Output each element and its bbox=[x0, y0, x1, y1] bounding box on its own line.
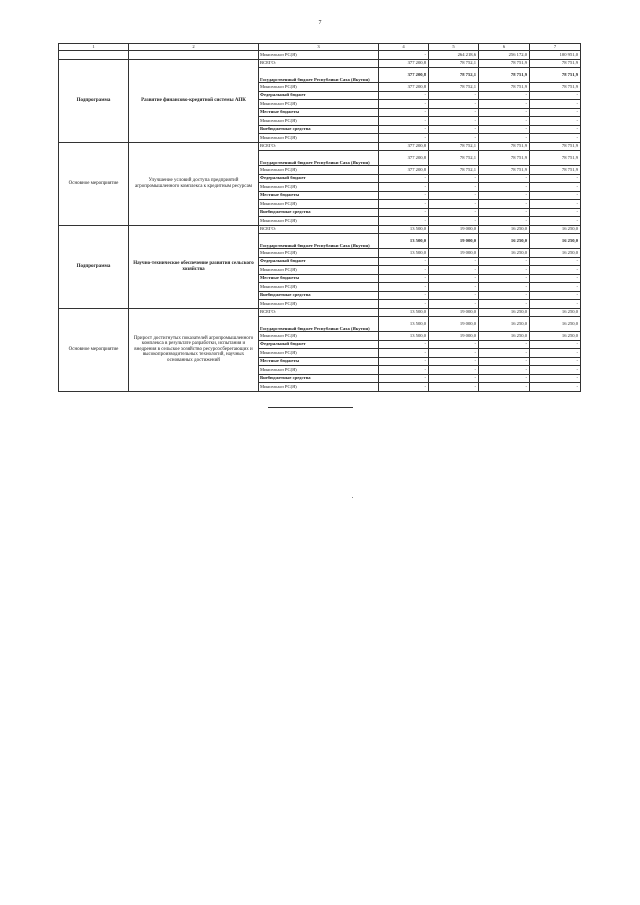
funding-source-label: Местные бюджеты bbox=[259, 191, 379, 200]
value-cell: - bbox=[530, 300, 581, 309]
value-cell: - bbox=[530, 374, 581, 383]
value-cell: 13 500,0 bbox=[379, 317, 429, 332]
funding-source-label: Государственный бюджет Республики Саха (Якутия) bbox=[259, 151, 379, 166]
value-cell: - bbox=[379, 174, 429, 183]
value-cell: - bbox=[479, 108, 530, 117]
value-cell: 16 250,0 bbox=[530, 308, 581, 317]
value-cell: - bbox=[530, 266, 581, 275]
value-cell: 13 500,0 bbox=[379, 249, 429, 258]
value-cell: 377 200,8 bbox=[379, 59, 429, 68]
value-cell: 19 000,0 bbox=[429, 308, 479, 317]
funding-source-label: ВСЕГО: bbox=[259, 308, 379, 317]
value-cell: - bbox=[429, 208, 479, 217]
value-cell: - bbox=[530, 125, 581, 134]
value-cell: - bbox=[479, 100, 530, 109]
funding-source-label: Государственный бюджет Республики Саха (Якутия) bbox=[259, 68, 379, 83]
funding-source-label: Внебюджетные средства bbox=[259, 291, 379, 300]
value-cell: 264 218,6 bbox=[429, 51, 479, 60]
value-cell: 78 751,9 bbox=[530, 142, 581, 151]
value-cell: 16 250,0 bbox=[530, 317, 581, 332]
value-cell: 19 000,0 bbox=[429, 225, 479, 234]
value-cell: - bbox=[530, 134, 581, 143]
program-name-cell: Прирост достигнутых показателей агропромышленного комплекса в результате разработки, испытания и внедрения в сельское хозяйство ресурсосберегающих и высокопроизводительных технологий, научных основанных достижений bbox=[129, 308, 259, 391]
value-cell: - bbox=[479, 340, 530, 349]
value-cell: - bbox=[379, 274, 429, 283]
value-cell: - bbox=[479, 117, 530, 126]
value-cell: 377 200,8 bbox=[379, 68, 429, 83]
value-cell: - bbox=[479, 291, 530, 300]
value-cell: - bbox=[530, 366, 581, 375]
column-number: 5 bbox=[429, 44, 479, 51]
funding-source-label: Федеральный бюджет bbox=[259, 174, 379, 183]
value-cell: - bbox=[379, 340, 429, 349]
value-cell: - bbox=[530, 383, 581, 392]
value-cell: 16 250,0 bbox=[479, 332, 530, 341]
value-cell: - bbox=[379, 91, 429, 100]
continuation-row bbox=[59, 51, 581, 60]
value-cell: 78 751,9 bbox=[479, 166, 530, 175]
value-cell: - bbox=[429, 217, 479, 226]
program-type-cell: Основное мероприятие bbox=[59, 308, 129, 391]
value-cell: - bbox=[379, 100, 429, 109]
value-cell: - bbox=[479, 183, 530, 192]
value-cell: - bbox=[429, 374, 479, 383]
empty-cell bbox=[59, 51, 129, 60]
value-cell: 19 000,0 bbox=[429, 249, 479, 258]
value-cell: 78 751,9 bbox=[530, 151, 581, 166]
program-type-cell: Подпрограмма bbox=[59, 59, 129, 142]
value-cell: 13 500,0 bbox=[379, 308, 429, 317]
value-cell: - bbox=[479, 125, 530, 134]
value-cell: 78 752,1 bbox=[429, 83, 479, 92]
value-cell: - bbox=[379, 108, 429, 117]
value-cell: - bbox=[379, 300, 429, 309]
value-cell: - bbox=[479, 266, 530, 275]
value-cell: 78 751,9 bbox=[479, 59, 530, 68]
funding-source-label: Минсельхоз РС(Я) bbox=[259, 283, 379, 292]
value-cell: 16 250,0 bbox=[479, 234, 530, 249]
funding-source-label: ВСЕГО: bbox=[259, 59, 379, 68]
column-number: 3 bbox=[259, 44, 379, 51]
value-cell: - bbox=[429, 357, 479, 366]
value-cell: 78 751,9 bbox=[530, 83, 581, 92]
value-cell: 78 752,1 bbox=[429, 166, 479, 175]
funding-source-label: Федеральный бюджет bbox=[259, 257, 379, 266]
funding-source-label: Минсельхоз РС(Я) bbox=[259, 134, 379, 143]
funding-source-label: Минсельхоз РС(Я) bbox=[259, 366, 379, 375]
value-cell: - bbox=[479, 274, 530, 283]
value-cell: - bbox=[379, 366, 429, 375]
value-cell: - bbox=[429, 100, 479, 109]
value-cell: 13 500,0 bbox=[379, 332, 429, 341]
value-cell: 19 000,0 bbox=[429, 317, 479, 332]
value-cell: - bbox=[429, 200, 479, 209]
value-cell: - bbox=[379, 266, 429, 275]
value-cell: 78 751,9 bbox=[530, 166, 581, 175]
value-cell: 16 250,0 bbox=[530, 234, 581, 249]
value-cell: - bbox=[429, 125, 479, 134]
value-cell: - bbox=[379, 191, 429, 200]
page-number: 7 bbox=[318, 20, 322, 26]
value-cell: 16 250,0 bbox=[530, 249, 581, 258]
value-cell: - bbox=[479, 383, 530, 392]
table-row bbox=[59, 308, 581, 317]
value-cell: - bbox=[429, 257, 479, 266]
value-cell: - bbox=[379, 208, 429, 217]
funding-source-label: Федеральный бюджет bbox=[259, 340, 379, 349]
value-cell: - bbox=[379, 374, 429, 383]
empty-cell bbox=[129, 51, 259, 60]
value-cell: - bbox=[530, 274, 581, 283]
value-cell: - bbox=[379, 283, 429, 292]
value-cell: - bbox=[429, 191, 479, 200]
funding-source-label: Внебюджетные средства bbox=[259, 208, 379, 217]
value-cell: - bbox=[379, 357, 429, 366]
value-cell: 78 752,1 bbox=[429, 68, 479, 83]
column-number: 4 bbox=[379, 44, 429, 51]
value-cell: 377 200,8 bbox=[379, 166, 429, 175]
value-cell: - bbox=[429, 274, 479, 283]
funding-source-label: Минсельхоз РС(Я) bbox=[259, 117, 379, 126]
column-number: 7 bbox=[530, 44, 581, 51]
value-cell: - bbox=[530, 208, 581, 217]
value-cell: - bbox=[530, 117, 581, 126]
value-cell: 78 751,9 bbox=[479, 151, 530, 166]
value-cell: - bbox=[429, 383, 479, 392]
funding-source-label: Местные бюджеты bbox=[259, 274, 379, 283]
value-cell: 78 751,9 bbox=[479, 142, 530, 151]
value-cell: - bbox=[429, 291, 479, 300]
value-cell: - bbox=[530, 257, 581, 266]
table-row bbox=[59, 142, 581, 151]
value-cell: - bbox=[379, 217, 429, 226]
value-cell: 377 200,8 bbox=[379, 151, 429, 166]
program-name-cell: Научно-техническое обеспечение развития сельского хозяйства bbox=[129, 225, 259, 308]
funding-source-label: Минсельхоз РС(Я) bbox=[259, 83, 379, 92]
value-cell: - bbox=[379, 257, 429, 266]
value-cell: 13 500,0 bbox=[379, 234, 429, 249]
value-cell: - bbox=[379, 200, 429, 209]
value-cell: 377 200,8 bbox=[379, 142, 429, 151]
column-number: 2 bbox=[129, 44, 259, 51]
value-cell: 16 250,0 bbox=[530, 225, 581, 234]
value-cell: - bbox=[379, 125, 429, 134]
value-cell: - bbox=[479, 134, 530, 143]
value-cell: - bbox=[479, 366, 530, 375]
value-cell: - bbox=[379, 183, 429, 192]
end-of-table-rule bbox=[268, 407, 353, 408]
funding-source-label: Минсельхоз РС(Я) bbox=[259, 200, 379, 209]
value-cell: - bbox=[429, 300, 479, 309]
value-cell: - bbox=[530, 283, 581, 292]
value-cell: - bbox=[379, 51, 429, 60]
value-cell: - bbox=[530, 200, 581, 209]
value-cell: 78 752,1 bbox=[429, 142, 479, 151]
value-cell: 256 172,0 bbox=[479, 51, 530, 60]
value-cell: 16 250,0 bbox=[479, 225, 530, 234]
program-name-cell: Улучшение условий доступа предприятий агропромышленного комплекса к кредитным ресурсам bbox=[129, 142, 259, 225]
program-type-cell: Подпрограмма bbox=[59, 225, 129, 308]
funding-source-label: Минсельхоз РС(Я) bbox=[259, 383, 379, 392]
value-cell: - bbox=[530, 91, 581, 100]
value-cell: - bbox=[530, 174, 581, 183]
value-cell: - bbox=[429, 91, 479, 100]
value-cell: 16 250,0 bbox=[479, 308, 530, 317]
value-cell: - bbox=[530, 349, 581, 358]
value-cell: - bbox=[379, 134, 429, 143]
value-cell: - bbox=[429, 174, 479, 183]
value-cell: - bbox=[479, 300, 530, 309]
funding-source-label: ВСЕГО: bbox=[259, 225, 379, 234]
value-cell: - bbox=[530, 108, 581, 117]
funding-source-label: Минсельхоз РС(Я) bbox=[259, 300, 379, 309]
value-cell: - bbox=[530, 291, 581, 300]
value-cell: - bbox=[429, 266, 479, 275]
value-cell: 13 500,0 bbox=[379, 225, 429, 234]
funding-source-label: ВСЕГО: bbox=[259, 142, 379, 151]
value-cell: - bbox=[379, 349, 429, 358]
funding-source-label: Государственный бюджет Республики Саха (Якутия) bbox=[259, 317, 379, 332]
funding-source-label: Минсельхоз РС(Я) bbox=[259, 332, 379, 341]
funding-source-label: Государственный бюджет Республики Саха (Якутия) bbox=[259, 234, 379, 249]
funding-source-label: Минсельхоз РС(Я) bbox=[259, 349, 379, 358]
funding-source-label: Минсельхоз РС(Я) bbox=[259, 266, 379, 275]
column-number: 6 bbox=[479, 44, 530, 51]
value-cell: - bbox=[479, 357, 530, 366]
value-cell: 78 751,9 bbox=[530, 59, 581, 68]
table-row bbox=[59, 59, 581, 68]
value-cell: - bbox=[530, 357, 581, 366]
value-cell: 78 751,9 bbox=[479, 68, 530, 83]
table-row bbox=[59, 225, 581, 234]
column-number-row bbox=[59, 44, 581, 51]
value-cell: - bbox=[479, 257, 530, 266]
value-cell: - bbox=[429, 108, 479, 117]
funding-source-label: Минсельхоз РС(Я) bbox=[259, 51, 379, 60]
funding-source-label: Минсельхоз РС(Я) bbox=[259, 249, 379, 258]
value-cell: 78 751,9 bbox=[530, 68, 581, 83]
value-cell: - bbox=[479, 217, 530, 226]
value-cell: - bbox=[479, 91, 530, 100]
value-cell: 16 250,0 bbox=[530, 332, 581, 341]
value-cell: - bbox=[429, 117, 479, 126]
funding-source-label: Минсельхоз РС(Я) bbox=[259, 217, 379, 226]
value-cell: - bbox=[530, 100, 581, 109]
program-name-cell: Развитие финансово-кредитной системы АПК bbox=[129, 59, 259, 142]
funding-source-label: Внебюджетные средства bbox=[259, 374, 379, 383]
funding-source-label: Федеральный бюджет bbox=[259, 91, 379, 100]
value-cell: - bbox=[379, 117, 429, 126]
value-cell: - bbox=[429, 340, 479, 349]
value-cell: 19 000,0 bbox=[429, 332, 479, 341]
value-cell: - bbox=[379, 291, 429, 300]
value-cell: 16 250,0 bbox=[479, 317, 530, 332]
value-cell: 100 951,0 bbox=[530, 51, 581, 60]
value-cell: 377 200,8 bbox=[379, 83, 429, 92]
value-cell: 78 752,1 bbox=[429, 151, 479, 166]
value-cell: - bbox=[479, 174, 530, 183]
funding-source-label: Минсельхоз РС(Я) bbox=[259, 166, 379, 175]
value-cell: - bbox=[479, 283, 530, 292]
value-cell: - bbox=[429, 349, 479, 358]
program-type-cell: Основное мероприятие bbox=[59, 142, 129, 225]
value-cell: - bbox=[429, 183, 479, 192]
funding-source-label: Минсельхоз РС(Я) bbox=[259, 183, 379, 192]
value-cell: - bbox=[479, 191, 530, 200]
value-cell: - bbox=[530, 191, 581, 200]
funding-source-label: Местные бюджеты bbox=[259, 357, 379, 366]
value-cell: 16 250,0 bbox=[479, 249, 530, 258]
value-cell: - bbox=[479, 200, 530, 209]
budget-table bbox=[58, 43, 581, 392]
column-number: 1 bbox=[59, 44, 129, 51]
value-cell: - bbox=[479, 374, 530, 383]
budget-table-body bbox=[59, 44, 581, 392]
value-cell: - bbox=[530, 183, 581, 192]
funding-source-label: Внебюджетные средства bbox=[259, 125, 379, 134]
value-cell: - bbox=[429, 366, 479, 375]
funding-source-label: Минсельхоз РС(Я) bbox=[259, 100, 379, 109]
value-cell: 78 751,9 bbox=[479, 83, 530, 92]
scan-speck bbox=[352, 497, 353, 498]
value-cell: - bbox=[429, 134, 479, 143]
value-cell: 78 752,1 bbox=[429, 59, 479, 68]
value-cell: - bbox=[479, 349, 530, 358]
funding-source-label: Местные бюджеты bbox=[259, 108, 379, 117]
value-cell: - bbox=[479, 208, 530, 217]
value-cell: - bbox=[530, 340, 581, 349]
value-cell: 19 000,0 bbox=[429, 234, 479, 249]
value-cell: - bbox=[379, 383, 429, 392]
value-cell: - bbox=[530, 217, 581, 226]
value-cell: - bbox=[429, 283, 479, 292]
